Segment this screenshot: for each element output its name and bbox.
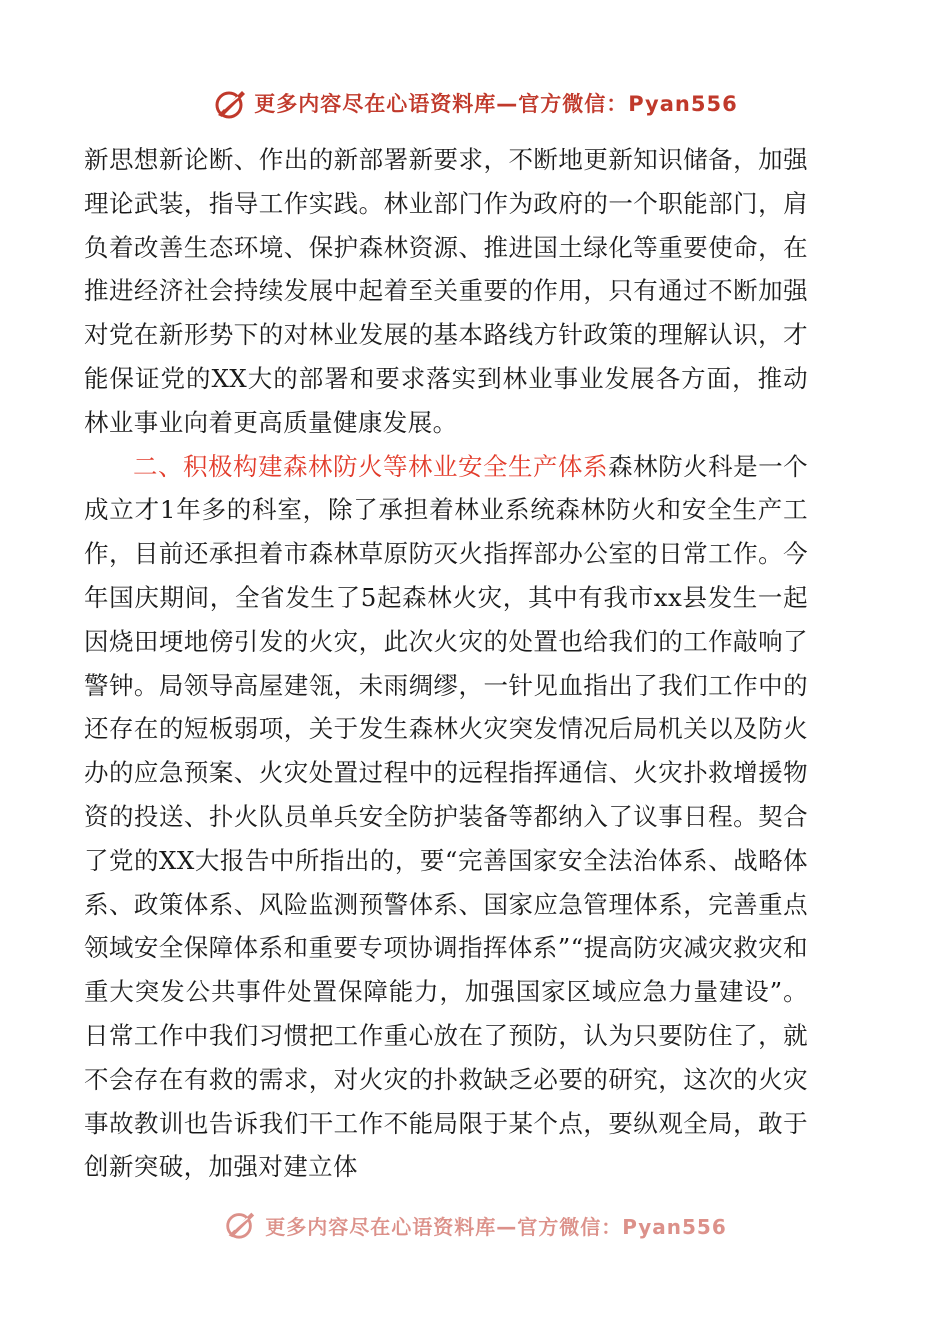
section-2-heading: 二、积极构建森林防火等林业安全生产体系 [133, 451, 609, 481]
section-2-paragraph [84, 445, 808, 1190]
footer-banner-inner [223, 1207, 727, 1243]
quill-pen-logo-icon [212, 85, 248, 121]
quill-pen-logo-icon [223, 1207, 259, 1243]
document-body [84, 138, 808, 1189]
header-banner-inner [212, 85, 737, 121]
section-2-text: 森林防火科是一个成立才1年多的科室，除了承担着林业系统森林防火和安全生产工作，目前还承担着市森林草原防灭火指挥部办公室的日常工作。今年国庆期间，全省发生了5起森林火灾，其中有我市xx县发生一起因烧田埂地傍引发的火灾，此次火灾的处置也给我们的工作敲响了警钟。局领导高屋建瓴，未雨绸缪，一针见血指出了我们工作中的还存在的短板弱项，关于发生森林火灾突发情况后局机关以及防火办的应急预案、火灾处置过程中的远程指挥通信、火灾扑救增援物资的投送、扑火队员单兵安全防护装备等都纳入了议事日程。契合了党的XX大报告中所指出的，要“完善国家安全法治体系、战略体系、政策体系、风险监测预警体系、国家应急管理体系，完善重点领域安全保障体系和重要专项协调指挥体系”“提高防灾减灾救灾和重大突发公共事件处置保障能力，加强国家区域应急力量建设”。日常工作中我们习惯把工作重心放在了预防，认为只要防住了，就不会存在有救的需求，对火灾的扑救缺乏必要的研究，这次的火灾事故教训也告诉我们干工作不能局限于某个点，要纵观全局，敢于创新突破，加强对建立体 [84, 451, 808, 1182]
paragraph-1: 新思想新论断、作出的新部署新要求，不断地更新知识储备，加强理论武装，指导工作实践。林业部门作为政府的一个职能部门，肩负着改善生态环境、保护森林资源、推进国土绿化等重要使命，在推进经济社会持续发展中起着至关重要的作用，只有通过不断加强对党在新形势下的对林业发展的基本路线方针政策的理解认识，才能保证党的XX大的部署和要求落实到林业事业发展各方面，推动林业事业向着更高质量健康发展。 [84, 145, 808, 437]
header-banner-text: 更多内容尽在心语资料库—官方微信：Pyan556 [254, 92, 738, 116]
footer-banner-text: 更多内容尽在心语资料库—官方微信：Pyan556 [265, 1214, 727, 1239]
footer-banner [0, 1203, 950, 1247]
header-banner [0, 78, 950, 128]
